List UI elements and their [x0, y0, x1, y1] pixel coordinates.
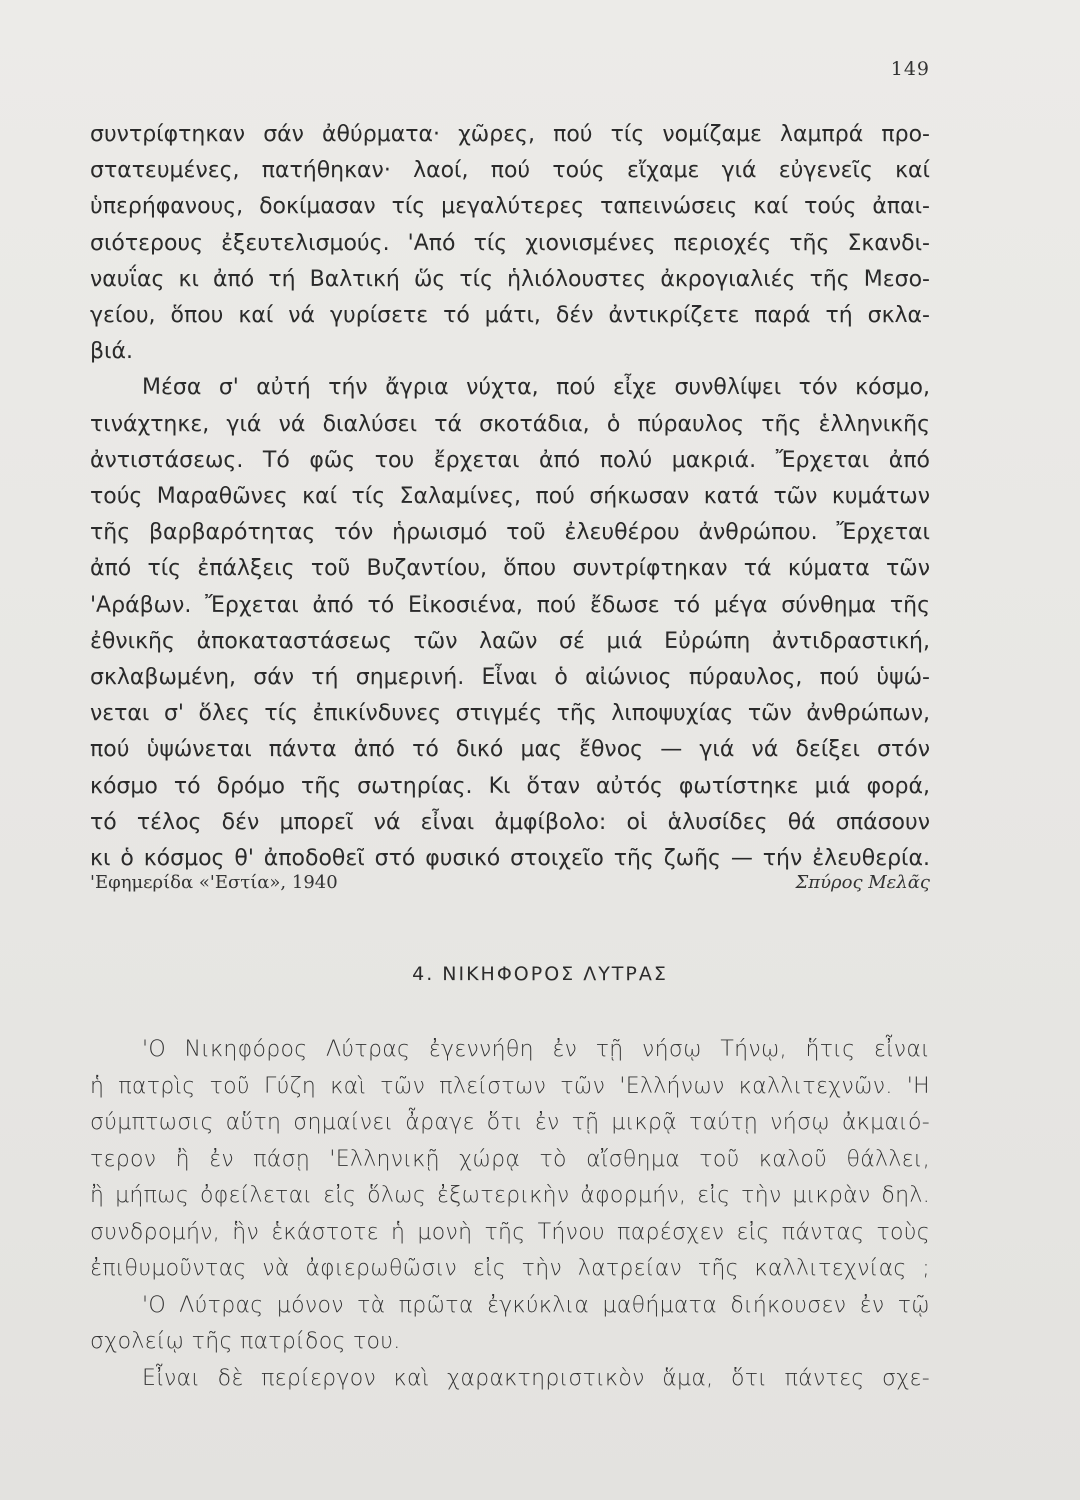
text-line: ναυΐας κι ἀπό τή Βαλτική ὥς τίς ἡλιόλουστες ἀκρογιαλιές τῆς Μεσο-: [90, 266, 930, 292]
text-line: 'Ο Λύτρας μόνον τὰ πρῶτα ἐγκύκλια μαθήματα διήκουσεν ἐν τῷ: [142, 1292, 930, 1318]
text-line: συντρίφτηκαν σάν ἀθύρματα· χῶρες, πού τίς νομίζαμε λαμπρά προ-: [90, 122, 930, 147]
text-line: σχολείῳ τῆς πατρίδος του.: [90, 1329, 401, 1354]
text-line: γείου, ὅπου καί νά γυρίσετε τό μάτι, δέν ἀντικρίζετε παρά τή σκλα-: [90, 303, 930, 329]
section-text: [90, 1032, 930, 1397]
text-line: ἡ πατρὶς τοῦ Γύζη καὶ τῶν πλείστων τῶν 'Ελλήνων καλλιτεχνῶν. 'Η: [90, 1073, 930, 1099]
byline: [90, 872, 930, 893]
text-line: 'Ο Νικηφόρος Λύτρας ἐγεννήθη ἐν τῇ νήσῳ Τήνῳ, ἥτις εἶναι: [142, 1037, 930, 1062]
text-line: τῆς βαρβαρότητας τόν ἡρωισμό τοῦ ἐλευθέρου ἀνθρώπου. Ἔρχεται: [90, 520, 930, 546]
text-line: τινάχτηκε, γιά νά διαλύσει τά σκοτάδια, ὁ πύραυλος τῆς ἑλληνικῆς: [90, 411, 930, 437]
text-line: συνδρομήν, ἣν ἑκάστοτε ἡ μονὴ τῆς Τήνου παρέσχεν εἰς πάντας τοὺς: [90, 1219, 930, 1245]
text-line: σκλαβωμένη, σάν τή σημερινή. Εἶναι ὁ αἰώνιος πύραυλος, πού ὑψώ-: [90, 665, 930, 691]
article-text: [90, 117, 930, 877]
text-line: κόσμο τό δρόμο τῆς σωτηρίας. Κι ὅταν αὐτός φωτίστηκε μιά φορά,: [90, 773, 930, 799]
text-line: Μέσα σ' αὐτή τήν ἄγρια νύχτα, πού εἶχε συνθλίψει τόν κόσμο,: [142, 375, 930, 401]
text-line: νεται σ' ὅλες τίς ἐπικίνδυνες στιγμές τῆς λιποψυχίας τῶν ἀνθρώπων,: [90, 701, 930, 727]
text-line: ἢ μήπως ὀφείλεται εἰς ὅλως ἐξωτερικὴν ἀφορμήν, εἰς τὴν μικρὰν δηλ.: [90, 1183, 930, 1208]
text-line: πού ὑψώνεται πάντα ἀπό τό δικό μας ἔθνος — γιά νά δείξει στόν: [90, 737, 930, 763]
text-line: ὑπερήφανους, δοκίμασαν τίς μεγαλύτερες ταπεινώσεις καί τούς ἀπαι-: [90, 194, 930, 220]
text-line: στατευμένες, πατήθηκαν· λαοί, πού τούς εἴχαμε γιά εὐγενεῖς καί: [90, 158, 930, 184]
text-line: βιά.: [90, 339, 133, 365]
author-name: Σπύρος Μελᾶς: [795, 872, 930, 893]
text-line: ἐθνικῆς ἀποκαταστάσεως τῶν λαῶν σέ μιά Εὐρώπη ἀντιδραστική,: [90, 628, 930, 654]
source-citation: 'Εφημερίδα «'Εστία», 1940: [90, 872, 338, 893]
text-line: κι ὁ κόσμος θ' ἀποδοθεῖ στό φυσικό στοιχεῖο τῆς ζωῆς — τήν ἐλευθερία.: [90, 846, 930, 872]
text-line: ἀπό τίς ἐπάλξεις τοῦ Βυζαντίου, ὅπου συντρίφτηκαν τά κύματα τῶν: [90, 556, 930, 582]
text-line: Εἶναι δὲ περίεργον καὶ χαρακτηριστικὸν ἅμα, ὅτι πάντες σχε-: [142, 1365, 930, 1391]
text-line: σύμπτωσις αὕτη σημαίνει ἆραγε ὅτι ἐν τῇ μικρᾷ ταύτῃ νήσῳ ἀκμαιό-: [90, 1110, 930, 1135]
text-line: τερον ἢ ἐν πάσῃ 'Ελληνικῇ χώρᾳ τὸ αἴσθημα τοῦ καλοῦ θάλλει,: [90, 1146, 930, 1172]
text-line: τούς Μαραθῶνες καί τίς Σαλαμίνες, πού σήκωσαν κατά τῶν κυμάτων: [90, 484, 930, 510]
text-line: ἐπιθυμοῦντας νὰ ἀφιερωθῶσιν εἰς τὴν λατρείαν τῆς καλλιτεχνίας ;: [90, 1256, 930, 1281]
section-heading: 4. ΝΙΚΗΦΟΡΟΣ ΛΥΤΡΑΣ: [412, 963, 668, 985]
text-line: σιότερους ἐξευτελισμούς. 'Από τίς χιονισμένες περιοχές τῆς Σκανδι-: [90, 230, 930, 256]
text-line: ἀντιστάσεως. Τό φῶς του ἔρχεται ἀπό πολύ μακριά. Ἔρχεται ἀπό: [90, 447, 930, 473]
text-line: τό τέλος δέν μπορεῖ νά εἶναι ἀμφίβολο: οἱ ἁλυσίδες θά σπάσουν: [90, 809, 930, 835]
text-line: 'Αράβων. Ἔρχεται ἀπό τό Εἰκοσιένα, πού ἔδωσε τό μέγα σύνθημα τῆς: [90, 592, 930, 618]
page-number: 149: [890, 58, 930, 80]
